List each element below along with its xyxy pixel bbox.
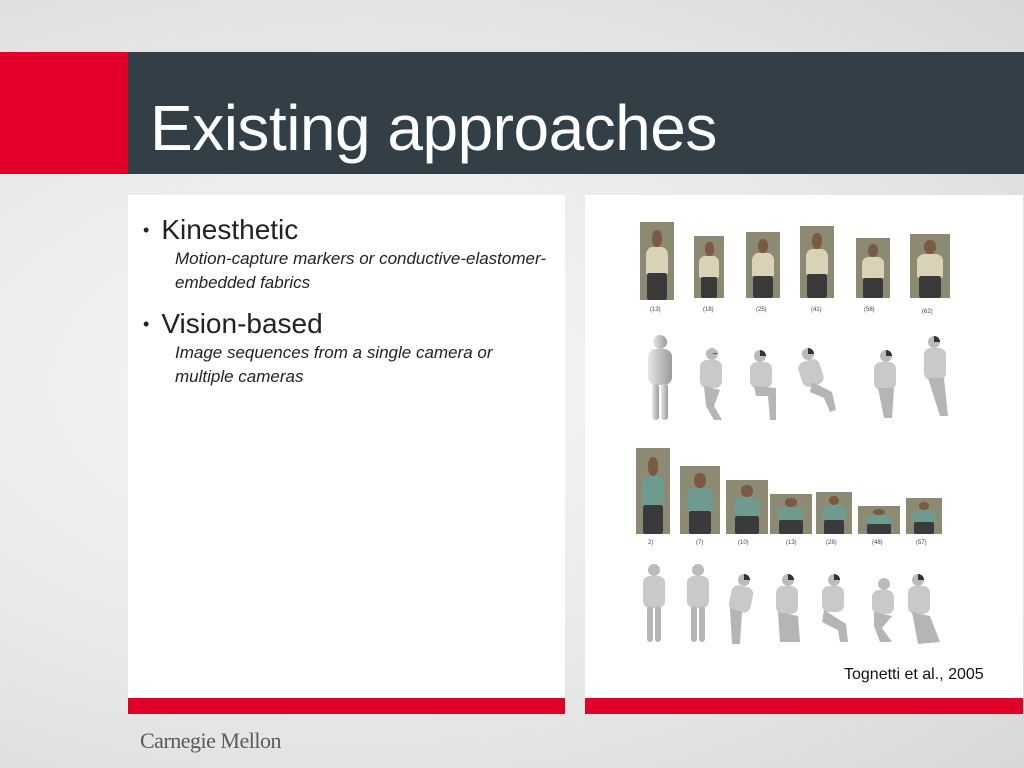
body-model-image — [684, 562, 712, 644]
body-model-image — [870, 348, 900, 420]
slide-title: Existing approaches — [150, 92, 717, 164]
video-frame-image — [906, 498, 942, 534]
body-model-image — [906, 572, 942, 646]
bullet-dot-icon: • — [143, 314, 150, 334]
body-model-image — [724, 572, 758, 646]
university-logo: Carnegie Mellon — [140, 728, 281, 753]
body-model-image — [642, 332, 678, 422]
body-model-image — [818, 572, 852, 644]
frame-caption: (41) — [811, 307, 822, 313]
frame-caption: (18) — [703, 307, 714, 313]
panel-footer-bar-left — [128, 698, 565, 714]
bullet-detail: Image sequences from a single camera or multiple cameras — [175, 343, 493, 386]
figure-citation: Tognetti et al., 2005 — [844, 666, 984, 683]
body-model-image — [798, 346, 838, 414]
frame-caption: (48) — [872, 540, 883, 546]
frame-caption: (13) — [786, 540, 797, 546]
body-model-image — [746, 348, 780, 422]
video-frame-image — [640, 222, 674, 300]
video-frame-image — [858, 506, 900, 534]
bullet-label: Kinesthetic — [161, 214, 299, 245]
bullet-dot-icon: • — [143, 220, 150, 240]
video-frame-image — [726, 480, 768, 534]
frame-caption: (58) — [864, 307, 875, 313]
frame-caption: (62) — [922, 309, 933, 315]
frame-caption: 2) — [648, 540, 654, 546]
frame-caption: (10) — [738, 540, 749, 546]
bullet-detail: Motion-capture markers or conductive-elastomer-embedded fabrics — [175, 249, 546, 292]
body-model-image — [696, 346, 726, 422]
frame-caption: (13) — [650, 307, 661, 313]
bullet-label: Vision-based — [161, 308, 323, 339]
video-frame-image — [680, 466, 720, 534]
video-frame-image — [910, 234, 950, 298]
panel-footer-bar-right — [585, 698, 1023, 714]
frame-caption: (7) — [696, 540, 704, 546]
body-model-image — [640, 562, 668, 644]
video-frame-image — [800, 226, 834, 298]
body-model-image — [920, 334, 950, 418]
body-model-image — [868, 576, 898, 644]
bullet-vision-based — [143, 310, 323, 341]
title-accent-bar — [0, 52, 128, 174]
video-frame-image — [816, 492, 852, 534]
video-frame-image — [856, 238, 890, 298]
body-model-image — [772, 572, 804, 644]
bullet-kinesthetic — [143, 216, 298, 247]
frame-caption: (28) — [826, 540, 837, 546]
frame-caption: (25) — [756, 307, 767, 313]
video-frame-image — [694, 236, 724, 298]
video-frame-image — [770, 494, 812, 534]
video-frame-image — [746, 232, 780, 298]
pose-estimation-figure — [628, 208, 968, 658]
frame-caption: (57) — [916, 540, 927, 546]
video-frame-image — [636, 448, 670, 534]
